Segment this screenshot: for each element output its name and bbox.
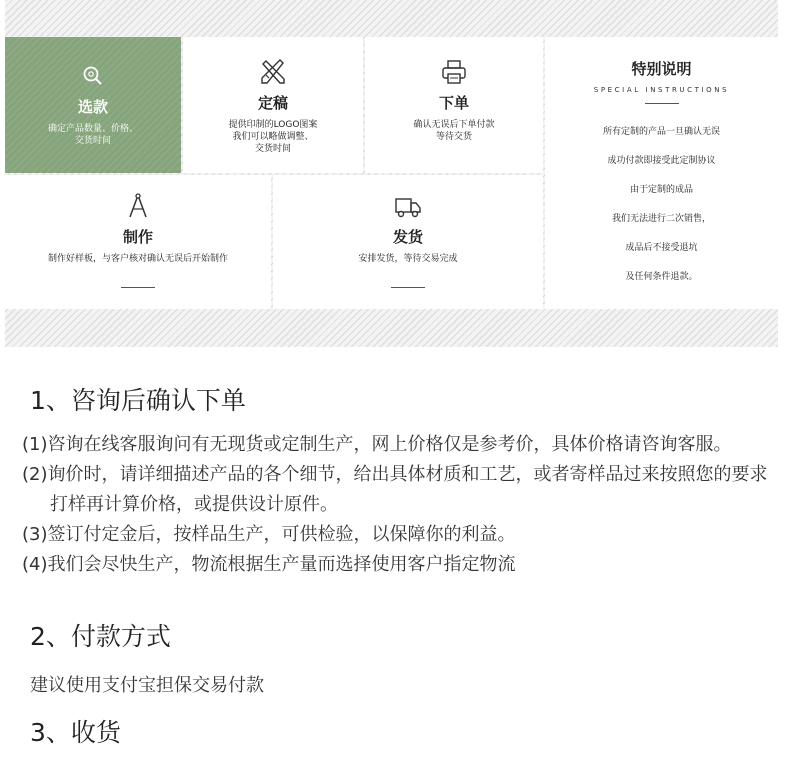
pen-ruler-icon	[258, 57, 288, 87]
step-title: 下单	[438, 94, 469, 112]
step-card-produce	[5, 175, 271, 309]
step-title: 定稿	[257, 94, 288, 112]
section-title-payment: 2、付款方式	[30, 622, 171, 651]
special-instructions-panel	[545, 37, 778, 309]
step-desc: 制作好样板，与客户核对确认无误后开始制作	[47, 254, 228, 264]
order-item-list	[22, 430, 782, 580]
special-lines	[603, 118, 720, 292]
printer-icon	[439, 57, 469, 87]
magnifier-icon	[78, 61, 108, 91]
special-line: 由于定制的成品	[629, 185, 693, 195]
payment-text: 建议使用支付宝担保交易付款	[30, 675, 264, 696]
step-title: 选款	[77, 98, 108, 116]
special-line: 成功付款即接受此定制协议	[607, 156, 716, 166]
special-subtitle: SPECIAL INSTRUCTIONS	[593, 86, 730, 94]
step-desc: 安排发货，等待交易完成	[358, 254, 458, 264]
list-item: (3)签订付定金后，按样品生产，可供检验，以保障你的利益。	[22, 524, 516, 545]
step-title: 制作	[122, 228, 153, 246]
divider	[391, 287, 425, 288]
section-title-receipt: 3、收货	[30, 718, 121, 747]
special-line: 成品后不接受退坑	[625, 243, 698, 253]
step-card-select	[5, 37, 181, 173]
step-card-ship	[273, 175, 543, 309]
special-line: 及任何条件退款。	[625, 272, 698, 282]
step-card-order	[365, 37, 543, 173]
process-banner	[5, 0, 778, 347]
step-desc: 确认无误后下单付款 等待交货	[413, 120, 495, 142]
compass-icon	[123, 191, 153, 221]
step-card-finalize	[183, 37, 363, 173]
special-line: 我们无法进行二次销售，	[611, 214, 711, 224]
section-title-order: 1、咨询后确认下单	[30, 386, 246, 415]
step-desc: 提供印制的LOGO图案 我们可以略做调整、 交货时间	[228, 120, 318, 154]
step-desc: 确定产品数量、价格、 交货时间	[47, 124, 138, 146]
list-item: (1)咨询在线客服询问有无现货或定制生产，网上价格仅是参考价，具体价格请咨询客服。	[22, 434, 732, 455]
divider	[645, 103, 679, 104]
special-line: 所有定制的产品一旦确认无误	[602, 127, 720, 137]
list-item: (4)我们会尽快生产，物流根据生产量而选择使用客户指定物流	[22, 554, 516, 575]
step-title: 发货	[392, 228, 423, 246]
divider	[121, 287, 155, 288]
list-item: (2)询价时，请详细描述产品的各个细节，给出具体材质和工艺，或者寄样品过来按照您的要求打样再计算价格，或提供设计原件。	[22, 464, 768, 515]
special-title: 特别说明	[631, 60, 692, 78]
truck-icon	[393, 191, 423, 221]
